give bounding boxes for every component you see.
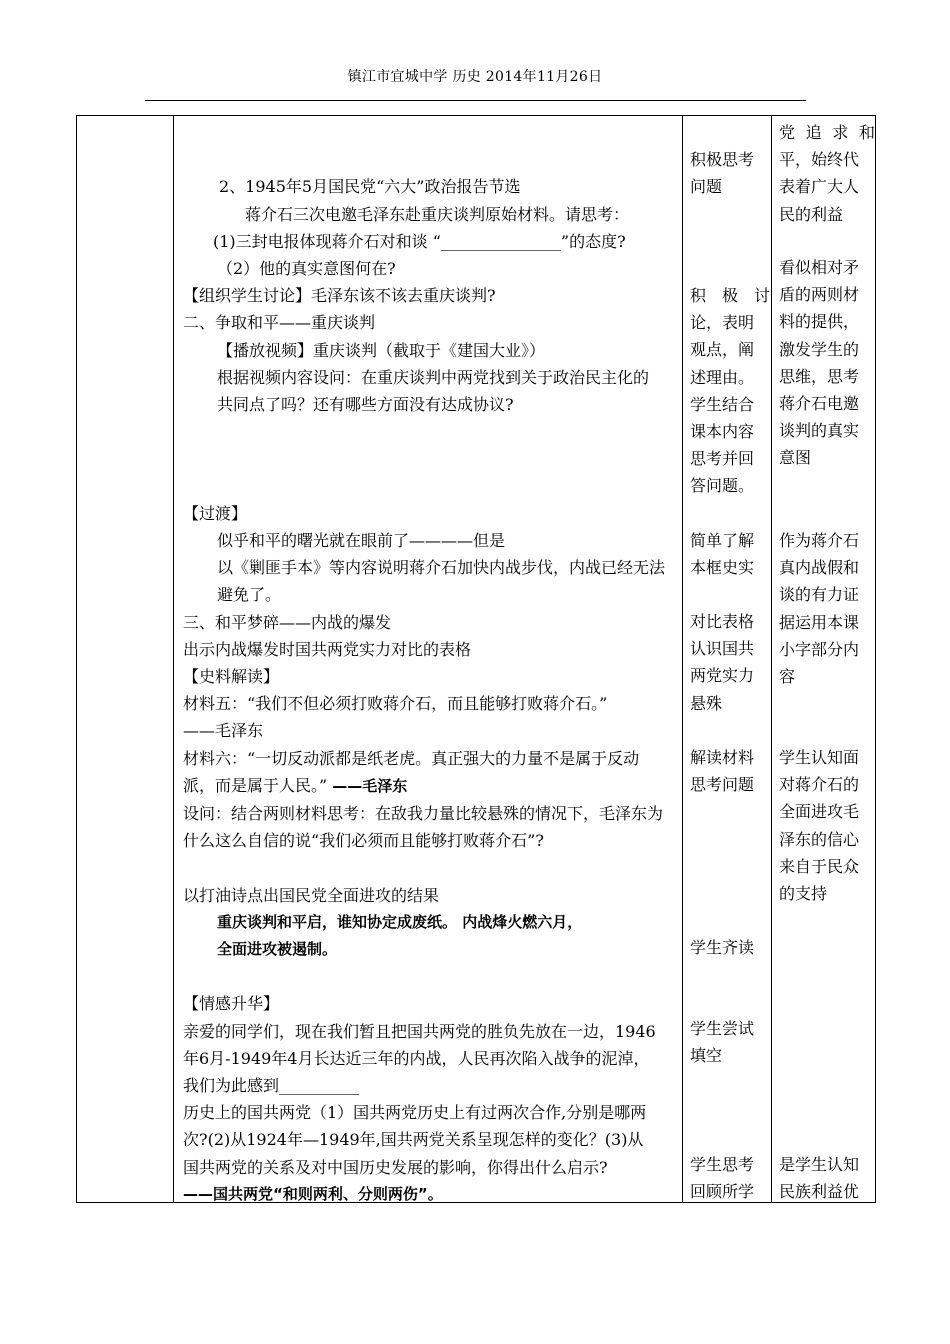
column-divider	[771, 116, 772, 1202]
text-line: 出示内战爆发时国共两党实力对比的表格	[183, 639, 472, 659]
student-activity-cell	[690, 744, 770, 798]
text-line: 简单了解	[690, 531, 755, 550]
text-line: 我们为此感到__________	[183, 1076, 360, 1096]
student-activity-cell	[690, 527, 770, 581]
text-line: 【组织学生讨论】毛泽东该不该去重庆谈判?	[183, 286, 496, 306]
text-line: 思考问题	[690, 775, 755, 795]
text-line: 论，表明	[690, 313, 755, 333]
text-line: 谈的有力证	[779, 585, 860, 605]
text-line: 课本内容	[690, 422, 755, 442]
text-line: 避免了。	[217, 585, 282, 605]
text-line: 【过渡】	[183, 503, 248, 523]
text-segment: 派，而是属于人民。”	[183, 775, 333, 795]
text-line: (1)三封电报体现蒋介石对和谈 “_______________”的态度?	[213, 231, 626, 251]
text-line: 悬殊	[690, 693, 723, 713]
text-line: 材料六：“一切反动派都是纸老虎。真正强大的力量不是属于反动	[183, 748, 640, 768]
text-line: 以打油诗点出国民党全面进攻的结果	[183, 885, 440, 905]
text-line: 共同点了吗？还有哪些方面没有达成协议?	[217, 395, 514, 415]
text-line: 国共两党的关系及对中国历史发展的影响，你得出什么启示?	[183, 1157, 608, 1177]
column-divider	[173, 116, 174, 1202]
text-line: 述理由。	[690, 367, 755, 387]
text-line: 次?(2)从1924年—1949年,国共两党关系呈现怎样的变化？(3)从	[183, 1130, 644, 1150]
text-line: 回顾所学	[690, 1182, 755, 1202]
text-line: 解读材料	[690, 748, 755, 767]
text-line: 亲爱的同学们，现在我们暂且把国共两党的胜负先放在一边，1946	[183, 1021, 656, 1041]
text-line: 学生尝试	[690, 1019, 755, 1038]
text-line: ——毛泽东	[183, 721, 264, 741]
student-activity-cell	[690, 146, 770, 200]
page-header: 镇江市宜城中学 历史 2014年11月26日	[347, 69, 603, 85]
text-line: 本框史实	[690, 558, 755, 578]
text-line: 对比表格	[690, 612, 755, 631]
text-line: 年6月-1949年4月长达近三年的内战，人民再次陷入战争的泥淖，	[183, 1048, 650, 1068]
text-line: （2）他的真实意图何在?	[217, 259, 396, 278]
text-line: 2、1945年5月国民党“六大”政治报告节选	[219, 177, 521, 197]
text-line: 积 极 讨	[690, 286, 770, 305]
text-line: 蒋介石三次电邀毛泽东赴重庆谈判原始材料。请思考：	[245, 204, 630, 224]
lesson-table	[76, 115, 876, 1203]
text-line: 对蒋介石的	[779, 775, 860, 795]
text-line: 蒋介石电邀	[779, 394, 860, 414]
text-line: 思考并回	[690, 449, 755, 469]
teaching-process-cell	[183, 119, 683, 1208]
text-line: 是学生认知	[779, 1155, 860, 1174]
text-line: 学生认知面	[779, 748, 860, 767]
text-line: 两党实力	[690, 666, 755, 686]
text-line: 思维，思考	[779, 366, 860, 386]
text-line: 真内战假和	[779, 558, 860, 578]
text-line: 泽东的信心	[779, 829, 860, 849]
text-line: 盾的两则材	[779, 285, 860, 305]
text-line: 认识国共	[690, 639, 755, 659]
text-line: 似乎和平的曙光就在眼前了————但是	[217, 531, 506, 551]
student-activity-cell	[690, 1015, 770, 1069]
text-line: 学生齐读	[690, 938, 755, 957]
poem-line: 重庆谈判和平启，谁知协定成废纸。 内战烽火燃六月，	[217, 912, 583, 931]
text-line: 三、和平梦碎——内战的爆发	[183, 612, 392, 632]
header-rule	[145, 100, 806, 101]
design-intent-cell	[779, 527, 875, 690]
text-line	[183, 772, 683, 800]
text-line: 【史料解读】	[183, 667, 280, 687]
text-line: 民的利益	[779, 204, 844, 224]
text-line: 据运用本课	[779, 612, 860, 632]
text-line: 党追求和	[779, 123, 875, 142]
text-line: 问题	[690, 177, 723, 197]
text-line: 全面进攻毛	[779, 802, 860, 822]
text-line: 答问题。	[690, 476, 755, 496]
text-line: 什么这么自信的说“我们必须而且能够打败蒋介石”?	[183, 831, 544, 851]
text-line: 学生思考	[690, 1155, 755, 1174]
poem-line: 全面进攻被遏制。	[217, 940, 338, 959]
student-activity-cell	[690, 1151, 770, 1205]
text-line: 谈判的真实	[779, 421, 860, 441]
student-activity-cell	[690, 934, 770, 961]
text-line: 材料五：“我们不但必须打败蒋介石，而且能够打败蒋介石。”	[183, 694, 608, 714]
text-line: 表着广大人	[779, 177, 860, 197]
text-line: 【播放视频】重庆谈判（截取于《建国大业》）	[217, 340, 546, 360]
text-line: 来自于民众	[779, 856, 860, 876]
text-line: 以《剿匪手本》等内容说明蒋介石加快内战步伐，内战已经无法	[217, 558, 666, 578]
text-line: 民族利益优	[779, 1182, 860, 1202]
text-line: 的支持	[779, 884, 828, 904]
text-line: ——国共两党“和则两利、分则两伤”。	[183, 1184, 443, 1203]
text-line: 意图	[779, 448, 812, 468]
design-intent-cell	[779, 119, 875, 228]
text-line: 根据视频内容设问：在重庆谈判中两党找到关于政治民主化的	[217, 367, 650, 387]
text-line: 容	[779, 667, 796, 687]
text-line: 观点，阐	[690, 340, 755, 360]
text-line: 积极思考	[690, 150, 755, 169]
text-line: 作为蒋介石	[779, 531, 860, 550]
text-line: 料的提供，	[779, 312, 860, 332]
text-line: 二、争取和平——重庆谈判	[183, 313, 376, 333]
student-activity-cell	[690, 608, 770, 717]
text-line: 激发学生的	[779, 339, 860, 359]
text-line: 填空	[690, 1046, 723, 1066]
design-intent-cell	[779, 1151, 875, 1205]
text-line: 学生结合	[690, 394, 755, 414]
text-line: 设问：结合两则材料思考：在敌我力量比较悬殊的情况下，毛泽东为	[183, 804, 664, 824]
text-line: 看似相对矛	[779, 258, 860, 277]
text-line: 平，始终代	[779, 150, 860, 170]
student-activity-cell	[690, 282, 770, 500]
text-line: 历史上的国共两党（1）国共两党历史上有过两次合作,分别是哪两	[183, 1103, 647, 1123]
design-intent-cell	[779, 254, 875, 472]
text-segment: ——毛泽东	[332, 776, 408, 795]
design-intent-cell	[779, 744, 875, 907]
text-line: 小字部分内	[779, 639, 860, 659]
text-line: 【情感升华】	[183, 994, 280, 1014]
